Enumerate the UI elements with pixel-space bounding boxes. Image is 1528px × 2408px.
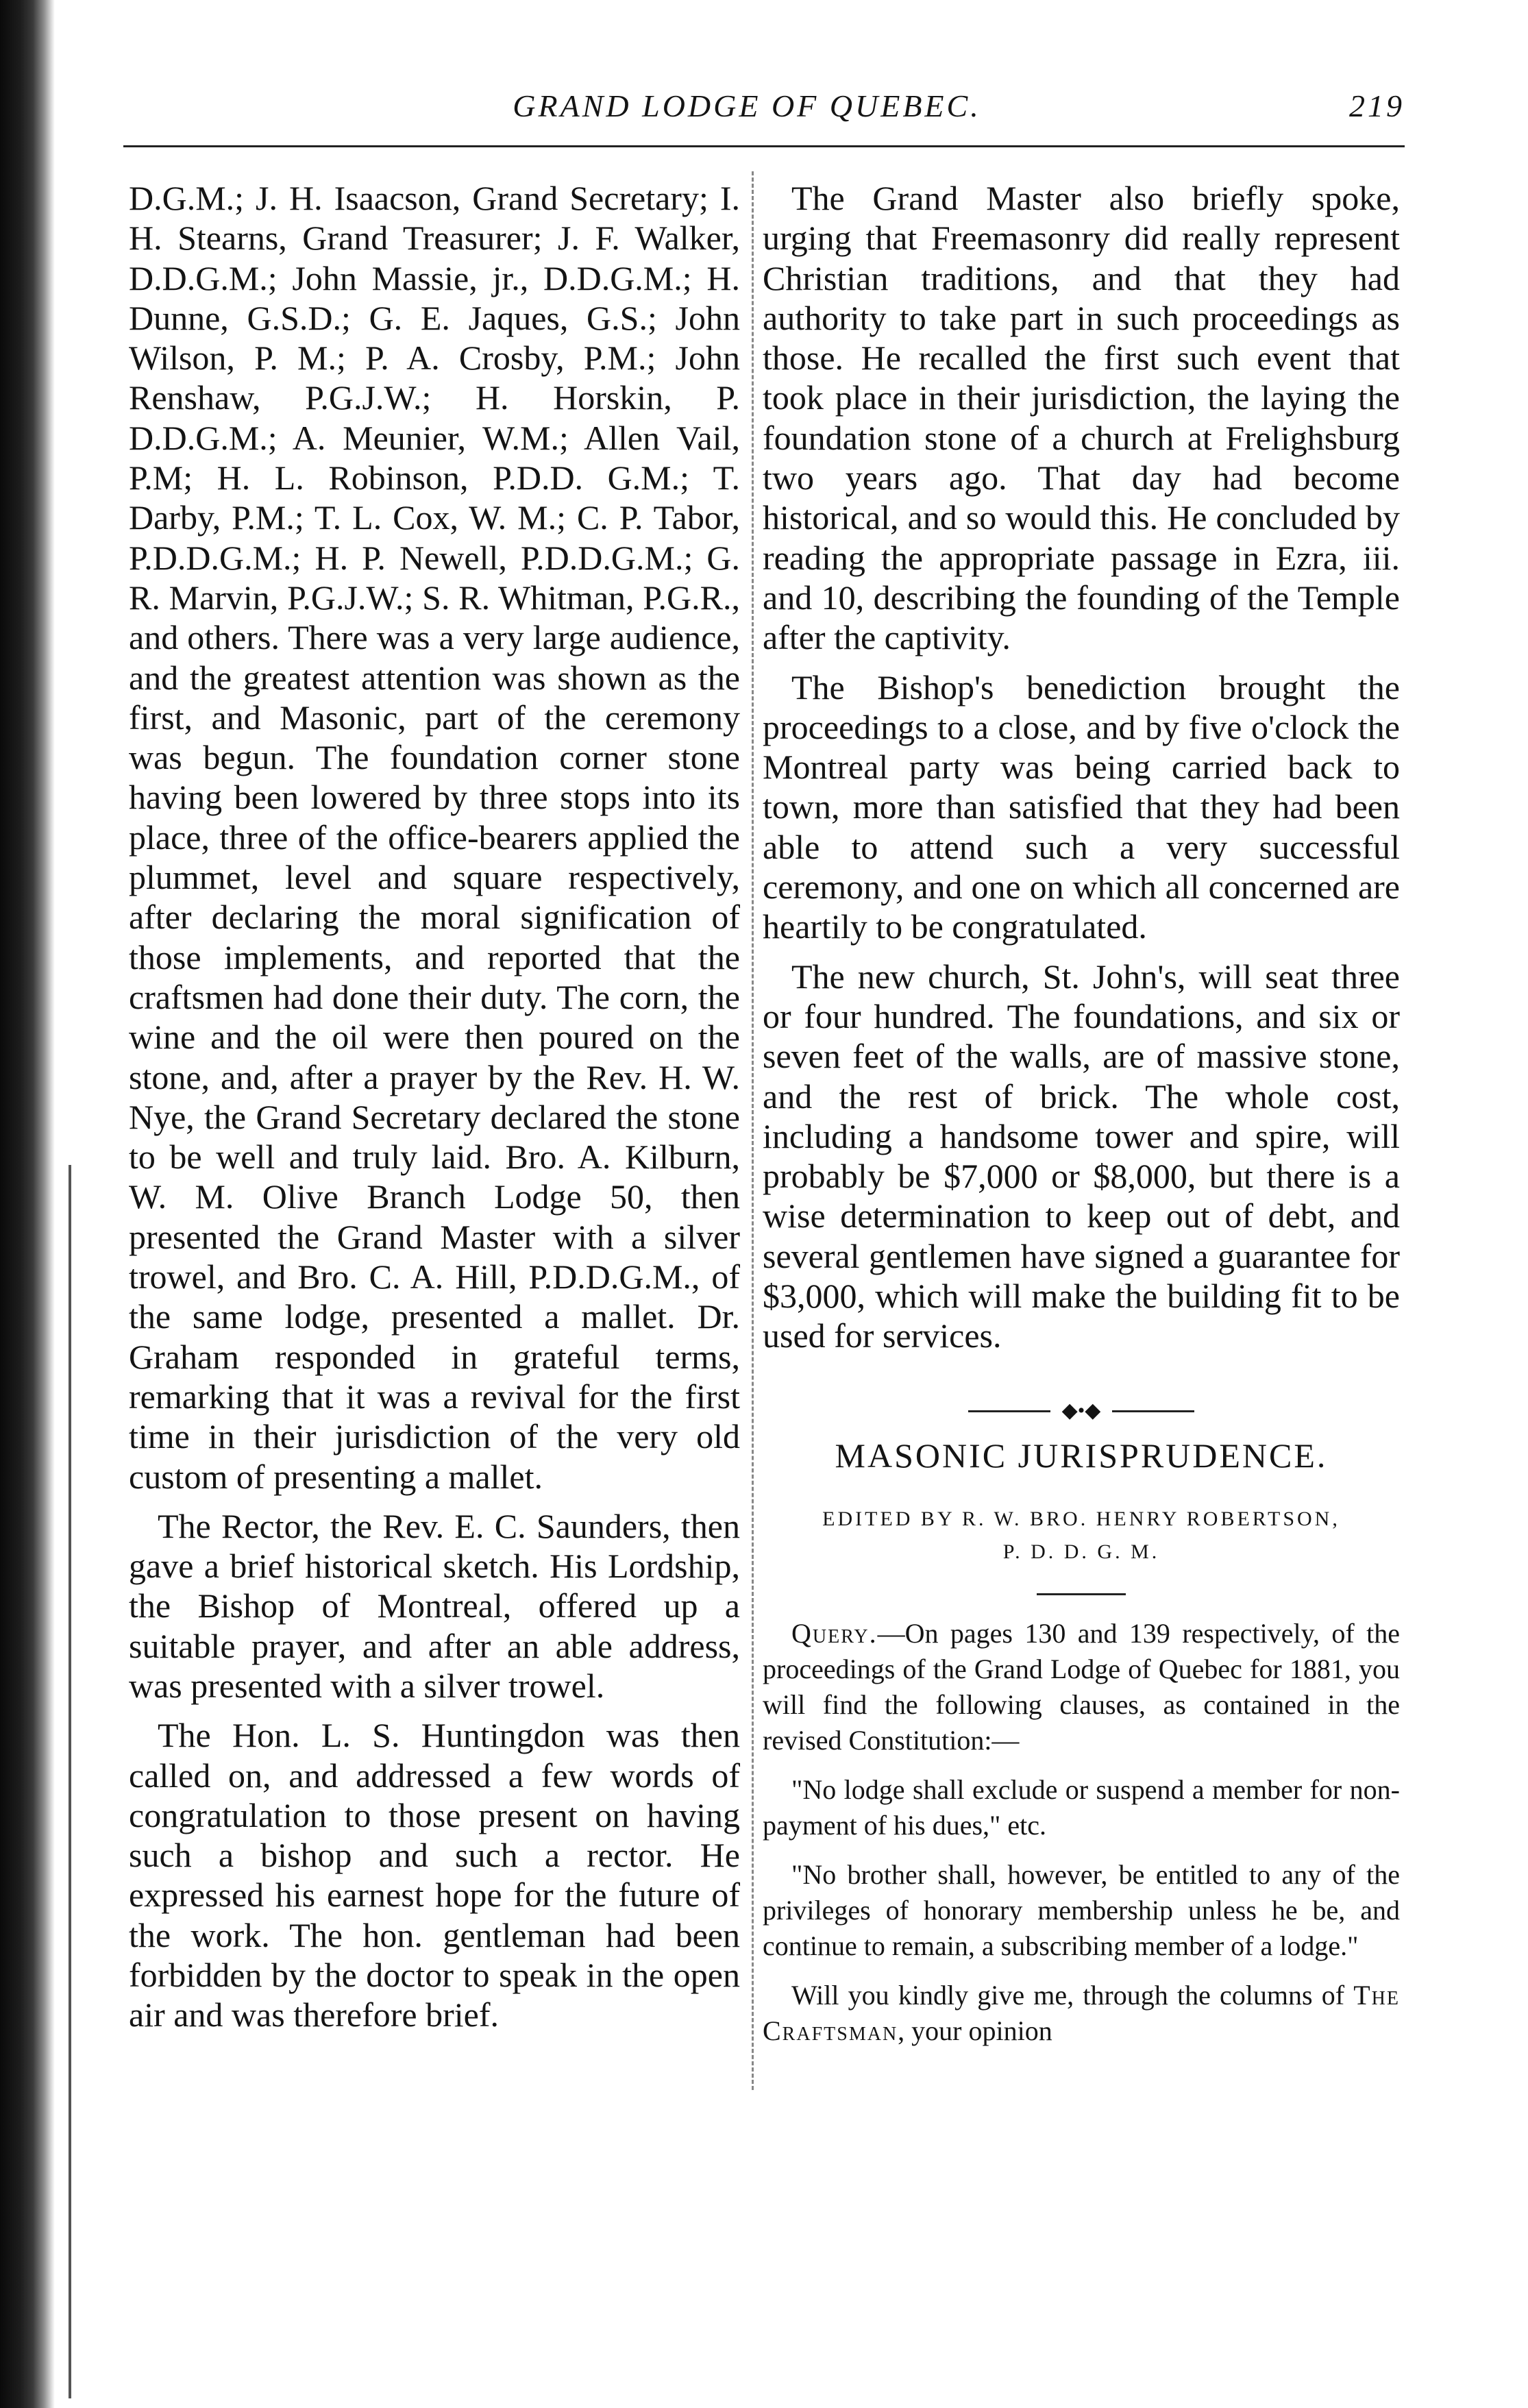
section-byline bbox=[763, 1503, 1400, 1569]
margin-rule bbox=[69, 1165, 71, 2398]
right-column bbox=[763, 178, 1400, 2049]
query-paragraph bbox=[763, 1616, 1400, 1758]
ornament-bar-left bbox=[968, 1410, 1050, 1412]
left-paragraph-1: D.G.M.; J. H. Isaacson, Grand Secretary; I. H. Stearns, Grand Treasurer; J. F. Walker, D.D.G.M.; John Massie, jr., D.D.G.M.; H. Dunne, G.S.D.; G. E. Jaques, G.S.; John Wilson, P. M.; P. A. Crosby, P.M.; John Renshaw, P.G.J.W.; H. Horskin, P. D.D.G.M.; A. Meunier, W.M.; Allen Vail, P.M; H. L. Robinson, P.D.D. G.M.; T. Darby, P.M.; T. L. Cox, W. M.; C. P. Tabor, P.D.D.G.M.; H. P. Newell, P.D.D.G.M.; G. R. Marvin, P.G.J.W.; S. R. Whitman, P.G.R., and others. There was a very large audience, and the greatest attention was shown as the first, and Masonic, part of the ceremony was begun. The foundation corner stone having been lowered by three stops into its place, three of the office-bearers applied the plummet, level and square respectively, after declaring the moral signification of those implements, and reported that the craftsmen had done their duty. The corn, the wine and the oil were then poured on the stone, and, after a prayer by the Rev. H. W. Nye, the Grand Secretary declared the stone to be well and truly laid. Bro. A. Kilburn, W. M. Olive Branch Lodge 50, then presented the Grand Master with a silver trowel, and Bro. C. A. Hill, P.D.D.G.M., of the same lodge, presented a mallet. Dr. Graham responded in grateful terms, remarking that it was a revival for the first time in their jurisdiction of the very old custom of presenting a mallet. bbox=[129, 179, 740, 1496]
page-header bbox=[89, 88, 1405, 136]
column-divider bbox=[752, 171, 754, 2090]
left-column bbox=[129, 178, 740, 2035]
journal-name: The Craftsman bbox=[763, 1979, 1400, 2046]
quote-1: "No lodge shall exclude or suspend a member for non-payment of his dues," etc. bbox=[763, 1773, 1400, 1841]
query-text: —On pages 130 and 139 respectively, of the proceedings of the Grand Lodge of Quebec for 1881, you will find the following clauses, as contained in the revised Constitution:— bbox=[763, 1617, 1400, 1756]
ornament-bar-right bbox=[1112, 1410, 1194, 1412]
right-paragraph-2: The Bishop's benediction brought the proceedings to a close, and by five o'clock the Montreal party was being carried back to town, more than satisfied that they had been able to attend such a very successful ceremony, and one on which all concerned are heartily to be congratulated. bbox=[763, 667, 1400, 946]
query-label: Query. bbox=[791, 1617, 878, 1649]
byline-rule bbox=[1037, 1593, 1126, 1595]
book-spine-shadow bbox=[0, 0, 55, 2408]
running-title: GRAND LODGE OF QUEBEC. bbox=[513, 88, 981, 123]
closing-end: , your opinion bbox=[898, 2015, 1052, 2046]
query-section bbox=[763, 1616, 1400, 2049]
section-ornament bbox=[763, 1388, 1400, 1422]
left-paragraph-3: The Hon. L. S. Huntingdon was then called on, and addressed a few words of congratulation to those present on having such a bishop and such a rector. He expressed his earnest hope for the future of the work. The hon. gentleman had been forbidden by the doctor to speak in the open air and was therefore brief. bbox=[129, 1716, 740, 2035]
closing-start: Will you kindly give me, through the columns of bbox=[791, 1979, 1354, 2011]
page-number: 219 bbox=[1349, 88, 1405, 123]
byline-line-2: P. D. D. G. M. bbox=[1002, 1540, 1160, 1563]
right-paragraph-1: The Grand Master also briefly spoke, urging that Freemasonry did really represent Christian traditions, and that they had authority to take part in such proceedings as those. He recalled the first such event that took place in their jurisdiction, the laying the foundation stone of a church at Frelighsburg two years ago. That day had become historical, and so would this. He concluded by reading the appropriate passage in Ezra, iii. and 10, describing the founding of the Temple after the captivity. bbox=[763, 179, 1400, 657]
section-title: MASONIC JURISPRUDENCE. bbox=[835, 1436, 1328, 1475]
ornament-glyph: ◆•◆ bbox=[1061, 1399, 1101, 1422]
byline-line-1: EDITED BY R. W. BRO. HENRY ROBERTSON, bbox=[822, 1507, 1340, 1530]
right-paragraph-3: The new church, St. John's, will seat three or four hundred. The foundations, and six or seven feet of the walls, are of massive stone, and the rest of brick. The whole cost, including a handsome tower and spire, will probably be $7,000 or $8,000, but there is a wise determination to keep out of debt, and several gentlemen have signed a guarantee for $3,000, which will make the building fit to be used for services. bbox=[763, 957, 1400, 1355]
closing-paragraph bbox=[763, 1978, 1400, 2049]
header-rule bbox=[123, 145, 1405, 147]
left-paragraph-2: The Rector, the Rev. E. C. Saunders, then gave a brief historical sketch. His Lordship, the Bishop of Montreal, offered up a suitable prayer, and after an able address, was presented with a silver trowel. bbox=[129, 1506, 740, 1705]
quote-2: "No brother shall, however, be entitled to any of the privileges of honorary membership unless he be, and continue to remain, a subscribing member of a lodge." bbox=[763, 1858, 1400, 1961]
